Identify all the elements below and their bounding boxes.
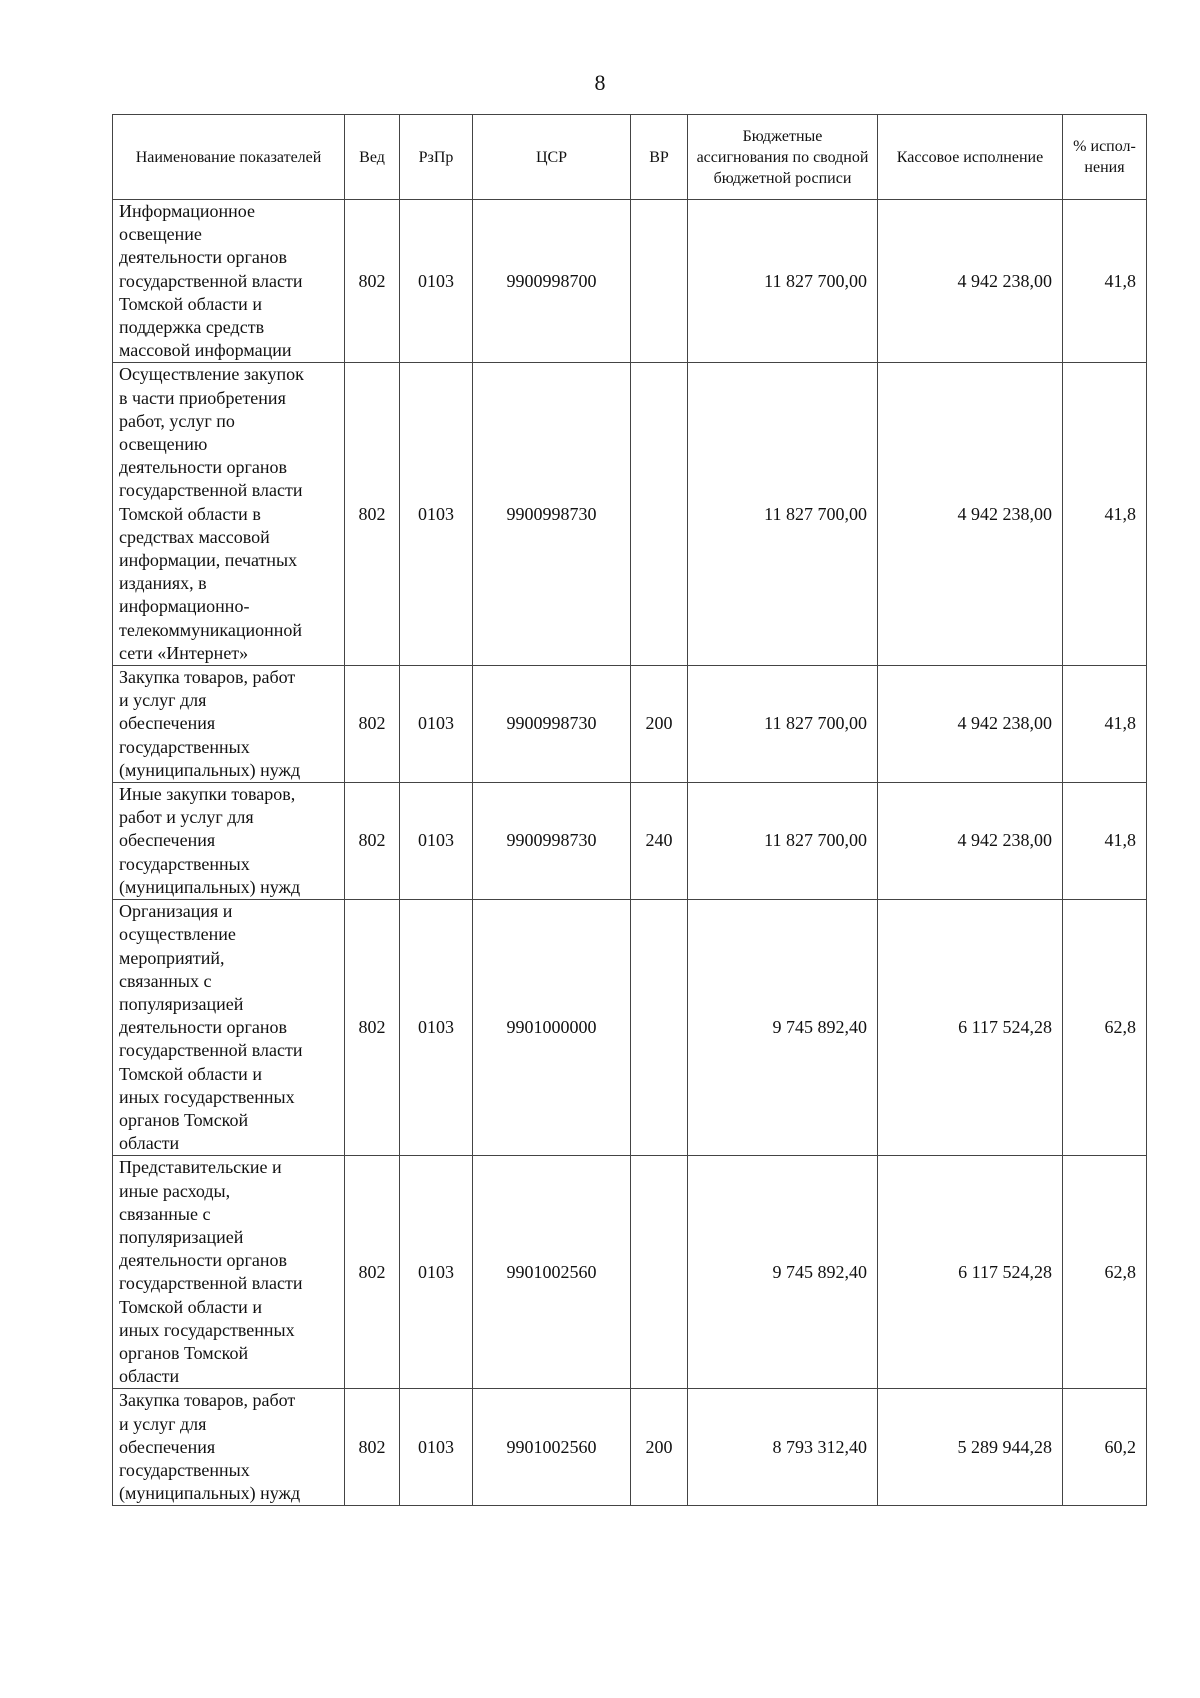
cell-vr (631, 363, 688, 666)
cell-vr: 200 (631, 1389, 688, 1506)
cell-budget: 8 793 312,40 (688, 1389, 878, 1506)
cell-name: Осуществление закупок в части приобретения работ, услуг по освещению деятельности органов государственной власти Томской области в средствах массовой информации, печатных изданиях, в информационно- телекоммуникационной сети «Интернет» (113, 363, 345, 666)
cell-csr: 9900998730 (473, 363, 631, 666)
page-number: 8 (594, 70, 606, 95)
cell-ved: 802 (345, 1156, 400, 1389)
cell-percent: 41,8 (1063, 783, 1147, 900)
header-percent: % испол-нения (1063, 115, 1147, 200)
cell-csr: 9900998700 (473, 200, 631, 363)
cell-ved: 802 (345, 363, 400, 666)
cell-cash: 4 942 238,00 (878, 363, 1063, 666)
cell-csr: 9901002560 (473, 1389, 631, 1506)
table-header-row (113, 115, 1147, 200)
cell-rzpr: 0103 (400, 1389, 473, 1506)
cell-csr: 9900998730 (473, 783, 631, 900)
table-row (113, 900, 1147, 1156)
table-row (113, 783, 1147, 900)
cell-budget: 9 745 892,40 (688, 900, 878, 1156)
cell-csr: 9901000000 (473, 900, 631, 1156)
cell-percent: 62,8 (1063, 1156, 1147, 1389)
cell-csr: 9901002560 (473, 1156, 631, 1389)
budget-table (112, 114, 1147, 1506)
table-row (113, 363, 1147, 666)
table-row (113, 666, 1147, 783)
cell-ved: 802 (345, 200, 400, 363)
cell-name: Организация и осуществление мероприятий, связанных с популяризацией деятельности органов государственной власти Томской области и иных государственных органов Томской области (113, 900, 345, 1156)
cell-vr (631, 200, 688, 363)
cell-rzpr: 0103 (400, 783, 473, 900)
cell-rzpr: 0103 (400, 363, 473, 666)
header-csr: ЦСР (473, 115, 631, 200)
header-ved: Вед (345, 115, 400, 200)
cell-cash: 5 289 944,28 (878, 1389, 1063, 1506)
cell-vr (631, 900, 688, 1156)
cell-ved: 802 (345, 900, 400, 1156)
cell-percent: 41,8 (1063, 200, 1147, 363)
cell-vr: 200 (631, 666, 688, 783)
cell-name: Закупка товаров, работ и услуг для обеспечения государственных (муниципальных) нужд (113, 666, 345, 783)
cell-vr: 240 (631, 783, 688, 900)
cell-percent: 41,8 (1063, 363, 1147, 666)
header-vr: ВР (631, 115, 688, 200)
table-row (113, 200, 1147, 363)
cell-cash: 4 942 238,00 (878, 783, 1063, 900)
cell-percent: 60,2 (1063, 1389, 1147, 1506)
cell-name: Информационное освещение деятельности органов государственной власти Томской области и поддержка средств массовой информации (113, 200, 345, 363)
cell-percent: 41,8 (1063, 666, 1147, 783)
cell-percent: 62,8 (1063, 900, 1147, 1156)
cell-ved: 802 (345, 1389, 400, 1506)
header-cash: Кассовое исполнение (878, 115, 1063, 200)
cell-rzpr: 0103 (400, 200, 473, 363)
cell-budget: 11 827 700,00 (688, 783, 878, 900)
cell-rzpr: 0103 (400, 1156, 473, 1389)
header-name: Наименование показателей (113, 115, 345, 200)
cell-cash: 4 942 238,00 (878, 666, 1063, 783)
cell-cash: 4 942 238,00 (878, 200, 1063, 363)
header-rzpr: РзПр (400, 115, 473, 200)
cell-budget: 11 827 700,00 (688, 200, 878, 363)
cell-budget: 11 827 700,00 (688, 666, 878, 783)
table-row (113, 1389, 1147, 1506)
cell-name: Представительские и иные расходы, связанные с популяризацией деятельности органов государственной власти Томской области и иных государственных органов Томской области (113, 1156, 345, 1389)
cell-cash: 6 117 524,28 (878, 900, 1063, 1156)
table-row (113, 1156, 1147, 1389)
cell-budget: 11 827 700,00 (688, 363, 878, 666)
cell-budget: 9 745 892,40 (688, 1156, 878, 1389)
header-budget: Бюджетные ассигнования по сводной бюджетной росписи (688, 115, 878, 200)
cell-name: Иные закупки товаров, работ и услуг для обеспечения государственных (муниципальных) нужд (113, 783, 345, 900)
cell-rzpr: 0103 (400, 900, 473, 1156)
cell-ved: 802 (345, 783, 400, 900)
cell-ved: 802 (345, 666, 400, 783)
cell-name: Закупка товаров, работ и услуг для обеспечения государственных (муниципальных) нужд (113, 1389, 345, 1506)
cell-cash: 6 117 524,28 (878, 1156, 1063, 1389)
cell-vr (631, 1156, 688, 1389)
cell-rzpr: 0103 (400, 666, 473, 783)
cell-csr: 9900998730 (473, 666, 631, 783)
